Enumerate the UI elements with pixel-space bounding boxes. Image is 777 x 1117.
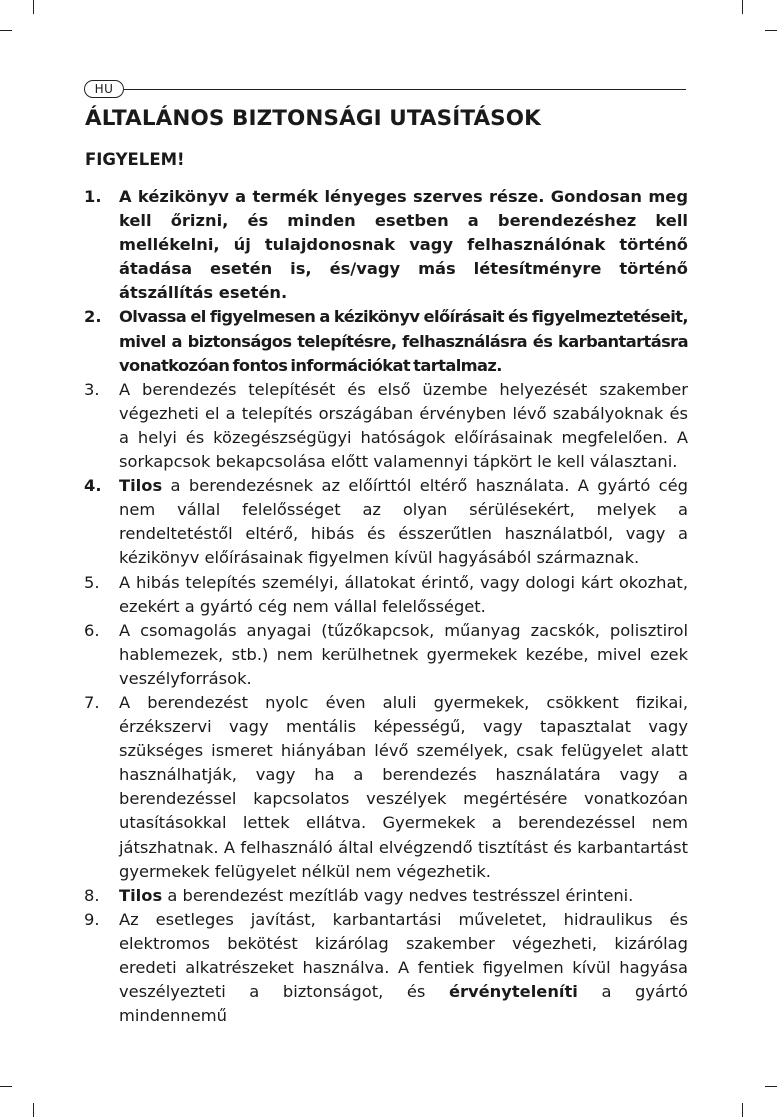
list-item <box>84 908 688 1028</box>
item-text-body: a berendezésnek az előírttól eltérő használata. A gyártó cég nem vállal felelősséget az olyan sérülésekért, melyek a rendeltetéstől eltérő, hibás és ésszerűtlen használatból, vagy a kézikönyv előírásainak figyelmen kívül hagyásából származnak. <box>119 476 688 568</box>
item-number: 9. <box>84 909 100 929</box>
item-text <box>119 474 688 570</box>
item-text: A hibás telepítés személyi, állatokat érintő, vagy dologi kárt okozhat, ezekért a gyártó cég nem vállal felelősséget. <box>119 572 688 616</box>
item-number: 7. <box>84 692 100 712</box>
item-number: 8. <box>84 885 100 905</box>
language-header <box>84 80 686 100</box>
item-number: 5. <box>84 572 100 592</box>
item-text-tail: a gyártó mindennemű <box>119 982 688 1026</box>
crop-mark <box>0 30 12 31</box>
crop-mark <box>765 30 777 31</box>
item-text: Olvassa el figyelmesen a kézikönyv előírásait és figyelmeztetéseit, mivel a biztonságos telepítésre, felhasználásra és karbantartásra vonatkozóan fontos információkat tartalmaz. <box>119 307 688 375</box>
language-badge: HU <box>84 80 124 98</box>
item-text: A berendezés telepítését és első üzembe helyezését szakember végezheti el a telepítés országában érvényben lévő szabályoknak és a helyi és közegészségügyi hatóságok előírásainak megfelelően. A sorkapcsok bekapcsolása előtt valamennyi tápkört le kell választani. <box>119 379 688 472</box>
crop-mark <box>33 0 34 14</box>
emphasis-prohibited: Tilos <box>119 476 163 496</box>
crop-mark <box>765 1086 777 1087</box>
item-text-body: Az esetleges javítást, karbantartási műveletet, hidraulikus és elektromos bekötést kizárólag szakember végezheti, kizárólag eredeti alkatrészeket használva. A fentiek figyelmen kívül hagyása veszélyezteti a biztonságot, és <box>119 909 688 1002</box>
crop-mark <box>33 1103 34 1117</box>
list-item <box>84 619 688 691</box>
list-item <box>84 305 688 377</box>
item-text-body: a berendezést mezítláb vagy nedves testrésszel érinteni. <box>162 885 634 905</box>
header-rule <box>124 89 686 90</box>
crop-mark <box>742 0 743 14</box>
list-item <box>84 691 688 884</box>
item-number: 2. <box>84 307 102 327</box>
item-number: 4. <box>84 476 102 496</box>
page-title: ÁLTALÁNOS BIZTONSÁGI UTASÍTÁSOK <box>85 106 541 131</box>
item-text: A berendezést nyolc éven aluli gyermekek, csökkent fizikai, érzékszervi vagy mentális képességű, vagy tapasztalat vagy szükséges ismeret hiányában lévő személyek, csak felügyelet alatt használhatják, vagy ha a berendezés használatára vagy a berendezéssel kapcsolatos veszélyek megértésére vonatkozóan utasításokkal lettek ellátva. Gyermekek a berendezéssel nem játszhatnak. A felhasználó által elvégzendő tisztítást és karbantartást gyermekek felügyelet nélkül nem végezhetik. <box>119 692 688 881</box>
crop-mark <box>0 1086 12 1087</box>
emphasis-invalidates: érvényteleníti <box>448 982 578 1002</box>
item-text: A kézikönyv a termék lényeges szerves része. Gondosan meg kell őrizni, és minden esetben a berendezéshez kell mellékelni, új tulajdonosnak vagy felhasználónak történő átadása esetén is, és/vagy más létesítményre történő átszállítás esetén. <box>119 187 688 303</box>
list-item <box>84 185 688 305</box>
item-number: 3. <box>84 379 100 399</box>
item-text <box>119 884 688 908</box>
list-item <box>84 474 688 570</box>
list-item <box>84 884 688 908</box>
list-item <box>84 378 688 474</box>
safety-instructions-list <box>84 185 688 1028</box>
item-number: 1. <box>84 187 102 206</box>
item-text <box>119 908 688 1028</box>
list-item <box>84 571 688 619</box>
emphasis-prohibited: Tilos <box>119 885 163 905</box>
warning-heading: FIGYELEM! <box>85 150 185 169</box>
crop-mark <box>742 1103 743 1117</box>
item-text: A csomagolás anyagai (tűzőkapcsok, műanyag zacskók, polisztirol hablemezek, stb.) nem kerülhetnek gyermekek kezébe, mivel ezek veszélyforrások. <box>119 620 688 688</box>
item-number: 6. <box>84 620 100 640</box>
